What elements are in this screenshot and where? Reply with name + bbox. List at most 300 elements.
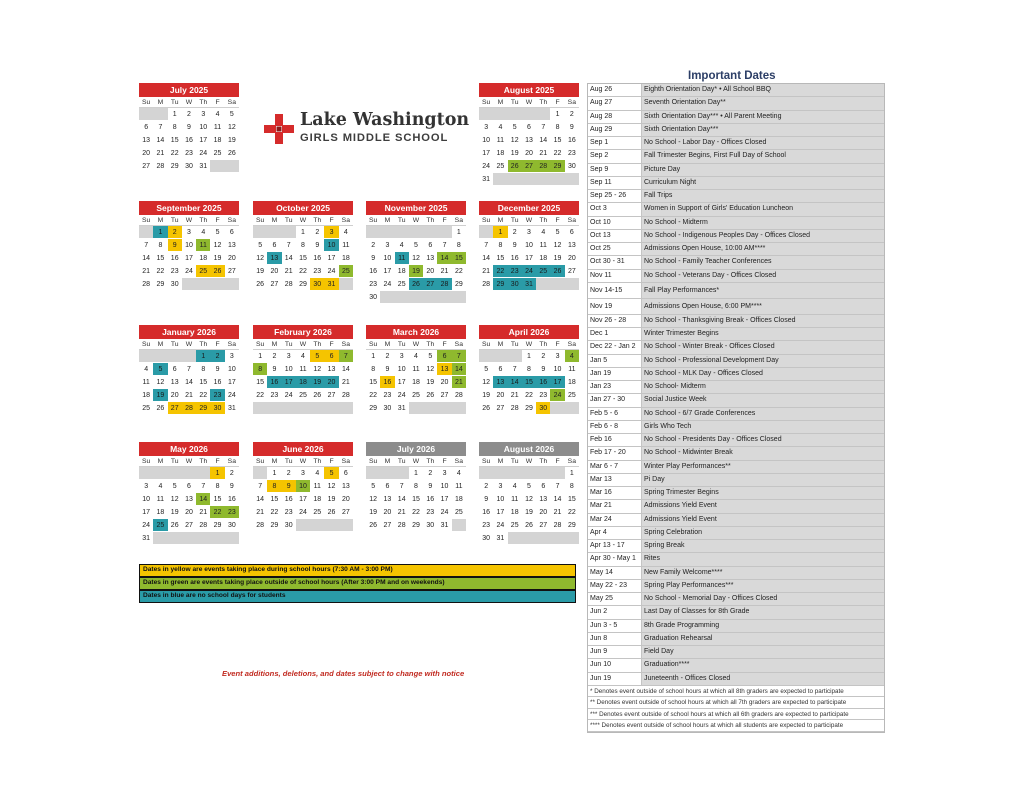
day-cell: 26 [508, 160, 522, 173]
day-cell: 23 [366, 278, 380, 291]
day-cell: 23 [536, 389, 550, 402]
day-cell: 26 [210, 265, 224, 278]
day-cell: 27 [522, 160, 536, 173]
day-cell: 11 [139, 376, 153, 389]
day-cell: 1 [366, 350, 380, 363]
day-cell: 11 [196, 239, 210, 252]
day-cell: 27 [493, 402, 507, 415]
event-row [588, 243, 884, 256]
weekday-label: Tu [170, 99, 179, 106]
day-cell: 12 [324, 480, 338, 493]
day-cell: 28 [437, 278, 451, 291]
day-cell: 27 [225, 265, 239, 278]
day-cell: 3 [493, 480, 507, 493]
day-cell: 26 [522, 519, 536, 532]
day-cell: 21 [437, 265, 451, 278]
day-cell: 16 [380, 376, 394, 389]
empty-day-cell [550, 402, 564, 415]
event-date: May 22 - 23 [588, 580, 642, 592]
day-cell: 24 [182, 265, 196, 278]
event-description: Admissions Yield Event [642, 514, 884, 526]
event-date: Mar 6 - 7 [588, 461, 642, 473]
day-cell: 21 [508, 389, 522, 402]
weekday-label: Tu [510, 341, 519, 348]
event-date: Jun 10 [588, 659, 642, 671]
month-title: December 2025 [479, 201, 579, 215]
event-row [588, 315, 884, 328]
event-row [588, 673, 884, 686]
day-cell: 9 [380, 363, 394, 376]
day-cell: 2 [210, 350, 224, 363]
day-cell: 23 [282, 506, 296, 519]
empty-day-cell [395, 226, 409, 239]
event-row [588, 230, 884, 243]
empty-day-cell [493, 173, 507, 186]
footnote: *** Denotes event outside of school hours at which all 6th graders are expected to participate [588, 709, 884, 721]
weekday-label: Sa [227, 217, 236, 224]
event-description: Fall Trimester Begins, First Full Day of School [642, 150, 884, 162]
day-cell: 31 [522, 278, 536, 291]
day-cell: 24 [493, 519, 507, 532]
event-row [588, 580, 884, 593]
day-cell: 29 [267, 519, 281, 532]
day-cell: 22 [366, 389, 380, 402]
event-row [588, 217, 884, 230]
important-dates-title: Important Dates [688, 70, 776, 82]
day-cell: 16 [225, 493, 239, 506]
day-cell: 25 [196, 265, 210, 278]
day-cell: 15 [210, 493, 224, 506]
day-cell: 3 [139, 480, 153, 493]
day-cell: 13 [324, 363, 338, 376]
event-date: Sep 9 [588, 164, 642, 176]
day-cell: 8 [366, 363, 380, 376]
day-cell: 29 [296, 278, 310, 291]
day-cell: 13 [139, 134, 153, 147]
day-cell: 3 [550, 350, 564, 363]
weekday-label: Tu [397, 341, 406, 348]
day-cell: 7 [253, 480, 267, 493]
empty-day-cell [182, 350, 196, 363]
weekday-label: Su [141, 458, 151, 465]
day-cell: 5 [508, 121, 522, 134]
day-cell: 20 [267, 265, 281, 278]
weekday-label: Sa [341, 341, 350, 348]
month-aug-2025 [479, 83, 579, 186]
logo-school-name: Lake Washington [300, 110, 470, 130]
day-cell: 14 [282, 252, 296, 265]
empty-day-cell [493, 467, 507, 480]
day-cell: 10 [479, 134, 493, 147]
day-cell: 28 [182, 402, 196, 415]
day-cell: 10 [196, 121, 210, 134]
day-cell: 11 [210, 121, 224, 134]
month-title: November 2025 [366, 201, 466, 215]
day-cell: 7 [395, 480, 409, 493]
day-cell: 13 [380, 493, 394, 506]
day-cell: 6 [565, 226, 579, 239]
day-cell: 6 [168, 363, 182, 376]
weekday-label: W [525, 458, 533, 465]
event-row [588, 203, 884, 216]
event-date: Jun 19 [588, 673, 642, 685]
weekday-label: Th [426, 217, 435, 224]
event-date: Dec 22 - Jan 2 [588, 341, 642, 353]
day-cell: 20 [182, 506, 196, 519]
event-description: Spring Break [642, 540, 884, 552]
day-cell: 24 [550, 389, 564, 402]
day-cell: 17 [182, 252, 196, 265]
weekday-label: Tu [170, 341, 179, 348]
day-cell: 12 [310, 363, 324, 376]
event-description: Rites [642, 553, 884, 565]
day-cell: 31 [225, 402, 239, 415]
weekday-label: Th [199, 341, 208, 348]
day-cell: 22 [168, 147, 182, 160]
day-cell: 15 [168, 134, 182, 147]
day-cell: 21 [153, 147, 167, 160]
event-row [588, 270, 884, 283]
month-feb-2026 [253, 325, 353, 415]
day-cell: 5 [225, 108, 239, 121]
day-cell: 2 [508, 226, 522, 239]
day-cell: 1 [493, 226, 507, 239]
empty-day-cell [452, 402, 466, 415]
day-cell: 16 [282, 493, 296, 506]
day-cell: 29 [493, 278, 507, 291]
day-cell: 8 [452, 239, 466, 252]
event-date: Oct 3 [588, 203, 642, 215]
day-cell: 23 [182, 147, 196, 160]
weekday-label: Tu [397, 458, 406, 465]
day-cell: 5 [409, 239, 423, 252]
day-cell: 13 [182, 493, 196, 506]
day-cell: 8 [565, 480, 579, 493]
day-cell: 5 [310, 350, 324, 363]
event-description: No School - MLK Day - Offices Closed [642, 368, 884, 380]
event-date: Oct 30 - 31 [588, 256, 642, 268]
day-cell: 3 [225, 350, 239, 363]
event-date: Aug 28 [588, 111, 642, 123]
event-row [588, 394, 884, 407]
weekday-label: Su [368, 341, 378, 348]
event-row [588, 150, 884, 163]
month-days [139, 226, 239, 291]
day-cell: 26 [153, 402, 167, 415]
weekday-label: F [329, 341, 334, 348]
day-cell: 5 [253, 239, 267, 252]
day-cell: 15 [196, 376, 210, 389]
day-cell: 12 [168, 493, 182, 506]
event-date: Feb 16 [588, 434, 642, 446]
empty-day-cell [182, 278, 196, 291]
event-date: Jan 19 [588, 368, 642, 380]
empty-day-cell [366, 226, 380, 239]
empty-day-cell [508, 350, 522, 363]
day-cell: 8 [550, 121, 564, 134]
day-cell: 3 [380, 239, 394, 252]
weekday-label: Th [313, 341, 322, 348]
day-cell: 9 [479, 493, 493, 506]
event-description: No School - Professional Development Day [642, 355, 884, 367]
day-cell: 23 [168, 265, 182, 278]
empty-day-cell [282, 402, 296, 415]
month-title: January 2026 [139, 325, 239, 339]
legend-blue: Dates in blue are no school days for students [139, 590, 576, 603]
day-cell: 27 [437, 389, 451, 402]
day-cell: 25 [395, 278, 409, 291]
weekday-label: Th [199, 99, 208, 106]
month-days [366, 467, 466, 532]
day-cell: 2 [366, 239, 380, 252]
day-cell: 29 [366, 402, 380, 415]
month-oct-2025 [253, 201, 353, 291]
month-jul-2025 [139, 83, 239, 173]
weekday-label: Sa [227, 341, 236, 348]
day-cell: 10 [522, 239, 536, 252]
event-description: Pi Day [642, 474, 884, 486]
day-cell: 22 [550, 147, 564, 160]
day-cell: 23 [310, 265, 324, 278]
day-cell: 11 [565, 363, 579, 376]
day-cell: 10 [324, 239, 338, 252]
empty-day-cell [452, 519, 466, 532]
day-cell: 2 [225, 467, 239, 480]
event-description: Juneteenth - Offices Closed [642, 673, 884, 685]
day-cell: 8 [267, 480, 281, 493]
day-cell: 30 [423, 519, 437, 532]
day-cell: 4 [153, 480, 167, 493]
weekday-label: W [412, 458, 420, 465]
day-cell: 23 [225, 506, 239, 519]
month-days [366, 226, 466, 304]
event-date: Jun 8 [588, 633, 642, 645]
day-cell: 13 [168, 376, 182, 389]
weekday-label: Th [199, 458, 208, 465]
day-cell: 30 [536, 402, 550, 415]
weekday-label: Sa [567, 341, 576, 348]
day-cell: 16 [168, 252, 182, 265]
day-cell: 10 [225, 363, 239, 376]
weekday-label: W [185, 99, 193, 106]
day-cell: 14 [339, 363, 353, 376]
day-cell: 20 [493, 389, 507, 402]
day-cell: 2 [310, 226, 324, 239]
event-date: Mar 21 [588, 500, 642, 512]
event-description: Women in Support of Girls' Education Luncheon [642, 203, 884, 215]
event-row [588, 633, 884, 646]
month-jul-2026 [366, 442, 466, 532]
day-cell: 24 [282, 389, 296, 402]
day-cell: 14 [452, 363, 466, 376]
empty-day-cell [452, 291, 466, 304]
day-cell: 22 [267, 506, 281, 519]
day-cell: 21 [282, 265, 296, 278]
day-cell: 22 [253, 389, 267, 402]
weekday-label: W [412, 341, 420, 348]
day-cell: 8 [522, 363, 536, 376]
event-date: Nov 11 [588, 270, 642, 282]
day-cell: 19 [522, 506, 536, 519]
day-cell: 19 [310, 376, 324, 389]
weekday-label: F [215, 341, 220, 348]
weekday-label: W [525, 217, 533, 224]
weekday-label: Sa [567, 458, 576, 465]
day-cell: 9 [310, 239, 324, 252]
day-cell: 4 [310, 467, 324, 480]
event-row [588, 97, 884, 110]
day-cell: 27 [565, 265, 579, 278]
day-cell: 13 [225, 239, 239, 252]
empty-day-cell [310, 519, 324, 532]
day-cell: 25 [493, 160, 507, 173]
empty-day-cell [565, 278, 579, 291]
month-days [253, 467, 353, 532]
empty-day-cell [182, 532, 196, 545]
logo-school-subtitle: GIRLS MIDDLE SCHOOL [300, 132, 449, 144]
empty-day-cell [324, 519, 338, 532]
day-cell: 31 [139, 532, 153, 545]
day-cell: 20 [339, 493, 353, 506]
event-description: No School - Memorial Day - Offices Closed [642, 593, 884, 605]
day-cell: 29 [409, 519, 423, 532]
event-row [588, 540, 884, 553]
day-cell: 28 [479, 278, 493, 291]
event-row [588, 137, 884, 150]
day-cell: 27 [339, 506, 353, 519]
day-cell: 19 [324, 493, 338, 506]
weekday-label: Sa [567, 99, 576, 106]
empty-day-cell [437, 291, 451, 304]
event-row [588, 421, 884, 434]
weekday-header [479, 97, 579, 108]
day-cell: 23 [508, 265, 522, 278]
day-cell: 23 [210, 389, 224, 402]
empty-day-cell [565, 532, 579, 545]
day-cell: 12 [550, 239, 564, 252]
day-cell: 13 [267, 252, 281, 265]
weekday-label: M [384, 217, 391, 224]
month-dec-2025 [479, 201, 579, 291]
weekday-label: Tu [510, 458, 519, 465]
day-cell: 25 [508, 519, 522, 532]
event-date: Jun 3 - 5 [588, 620, 642, 632]
day-cell: 18 [452, 493, 466, 506]
weekday-label: F [555, 217, 560, 224]
empty-day-cell [168, 350, 182, 363]
empty-day-cell [522, 173, 536, 186]
day-cell: 25 [210, 147, 224, 160]
day-cell: 9 [508, 239, 522, 252]
weekday-label: Tu [170, 458, 179, 465]
day-cell: 4 [565, 350, 579, 363]
weekday-label: Th [539, 217, 548, 224]
month-title: September 2025 [139, 201, 239, 215]
empty-day-cell [409, 291, 423, 304]
day-cell: 17 [522, 252, 536, 265]
day-cell: 6 [437, 350, 451, 363]
footnote: ** Denotes event outside of school hours at which all 7th graders are expected to participate [588, 697, 884, 709]
day-cell: 24 [324, 265, 338, 278]
empty-day-cell [423, 226, 437, 239]
month-days [253, 350, 353, 415]
day-cell: 9 [536, 363, 550, 376]
event-description: Winter Trimester Begins [642, 328, 884, 340]
day-cell: 12 [423, 363, 437, 376]
empty-day-cell [139, 226, 153, 239]
day-cell: 14 [253, 493, 267, 506]
day-cell: 9 [225, 480, 239, 493]
day-cell: 21 [395, 506, 409, 519]
event-row [588, 514, 884, 527]
day-cell: 18 [139, 389, 153, 402]
day-cell: 14 [395, 493, 409, 506]
day-cell: 12 [210, 239, 224, 252]
day-cell: 7 [153, 121, 167, 134]
weekday-header [253, 339, 353, 350]
weekday-label: M [157, 458, 164, 465]
month-days [253, 226, 353, 291]
day-cell: 7 [536, 121, 550, 134]
weekday-label: Tu [170, 217, 179, 224]
empty-day-cell [253, 467, 267, 480]
day-cell: 18 [508, 506, 522, 519]
day-cell: 31 [196, 160, 210, 173]
day-cell: 21 [196, 506, 210, 519]
day-cell: 4 [508, 480, 522, 493]
day-cell: 21 [139, 265, 153, 278]
day-cell: 16 [366, 265, 380, 278]
day-cell: 28 [536, 160, 550, 173]
month-apr-2026 [479, 325, 579, 415]
weekday-header [253, 215, 353, 226]
empty-day-cell [479, 467, 493, 480]
event-row [588, 368, 884, 381]
empty-day-cell [339, 278, 353, 291]
day-cell: 9 [182, 121, 196, 134]
month-jun-2026 [253, 442, 353, 532]
weekday-label: Sa [454, 341, 463, 348]
event-description: Last Day of Classes for 8th Grade [642, 606, 884, 618]
weekday-label: Th [539, 458, 548, 465]
weekday-label: Tu [284, 341, 293, 348]
day-cell: 19 [225, 134, 239, 147]
event-date: Apr 30 - May 1 [588, 553, 642, 565]
empty-day-cell [536, 278, 550, 291]
event-date: Mar 13 [588, 474, 642, 486]
day-cell: 21 [550, 506, 564, 519]
event-date: Nov 26 - 28 [588, 315, 642, 327]
day-cell: 21 [339, 376, 353, 389]
day-cell: 17 [437, 493, 451, 506]
day-cell: 25 [153, 519, 167, 532]
day-cell: 19 [479, 389, 493, 402]
event-row [588, 567, 884, 580]
day-cell: 29 [452, 278, 466, 291]
day-cell: 26 [409, 278, 423, 291]
day-cell: 12 [366, 493, 380, 506]
weekday-label: Su [255, 341, 265, 348]
legend-green: Dates in green are events taking place outside of school hours (After 3:00 PM and on weekends) [139, 577, 576, 590]
day-cell: 13 [339, 480, 353, 493]
event-row [588, 659, 884, 672]
day-cell: 8 [196, 363, 210, 376]
day-cell: 7 [437, 239, 451, 252]
day-cell: 10 [282, 363, 296, 376]
day-cell: 29 [196, 402, 210, 415]
empty-day-cell [409, 402, 423, 415]
empty-day-cell [437, 226, 451, 239]
